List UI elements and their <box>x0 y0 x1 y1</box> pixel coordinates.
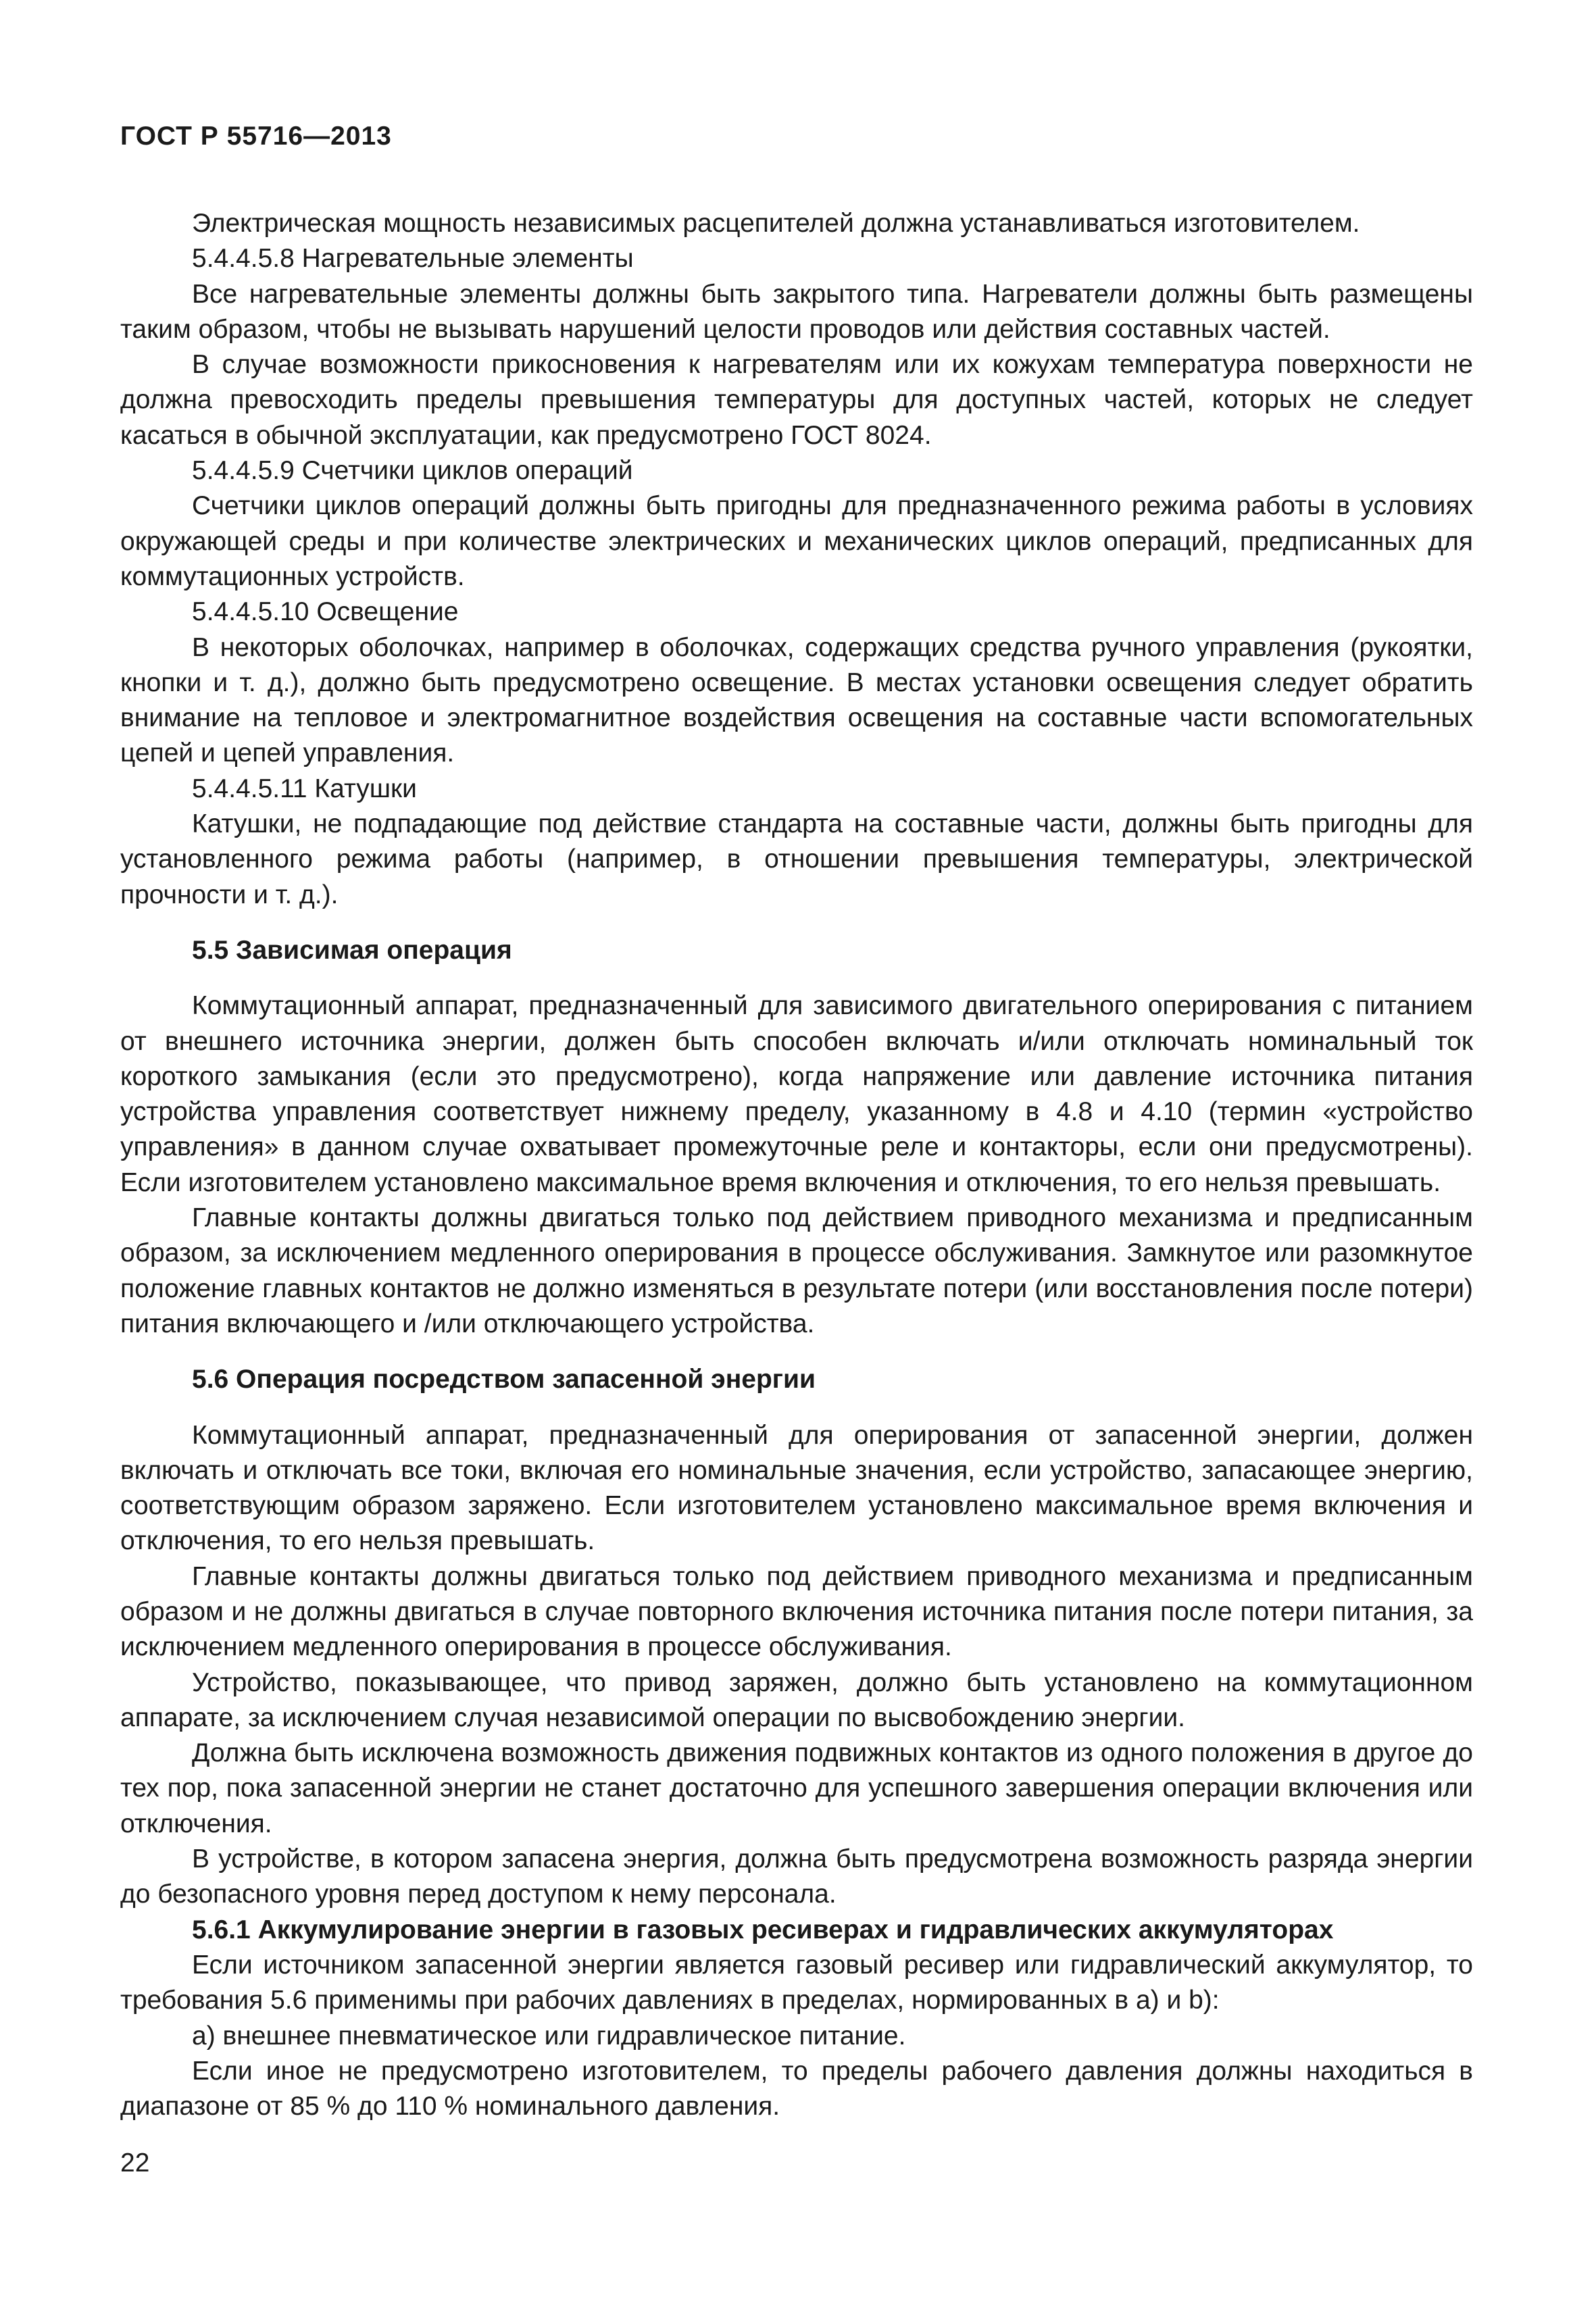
standard-designation: ГОСТ Р 55716—2013 <box>120 122 392 151</box>
page-number: 22 <box>120 2148 150 2178</box>
list-item: а) внешнее пневматическое или гидравлическое питание. <box>192 2021 906 2051</box>
paragraph: Коммутационный аппарат, предназначенный для оперирования от запасенной энергии, должен включать и отключать все токи, включая его номинальные значения, если устройство, запасающее энергию, соответствующим образом заряжено. Если изготовителем установлено максимальное время включения и отключения, то его нельзя превышать. <box>120 1420 1473 1556</box>
document-body <box>120 206 1473 2124</box>
paragraph: Электрическая мощность независимых расцепителей должна устанавливаться изготовителем. <box>192 209 1360 238</box>
clause-heading: 5.4.4.5.9 Счетчики циклов операций <box>192 456 633 486</box>
paragraph: Счетчики циклов операций должны быть пригодны для предназначенного режима работы в условиях окружающей среды и при количестве электрических и механических циклов операций, предписанных для коммутационных устройств. <box>120 491 1473 591</box>
paragraph: Катушки, не подпадающие под действие стандарта на составные части, должны быть пригодны для установленного режима работы (например, в отношении превышения температуры, электрической прочности и т. д.). <box>120 809 1473 909</box>
paragraph: Должна быть исключена возможность движения подвижных контактов из одного положения в другое до тех пор, пока запасенной энергии не станет достаточно для успешного завершения операции включения или отключения. <box>120 1738 1473 1838</box>
paragraph: В устройстве, в котором запасена энергия, должна быть предусмотрена возможность разряда энергии до безопасного уровня перед доступом к нему персонала. <box>120 1844 1473 1909</box>
paragraph: Устройство, показывающее, что привод заряжен, должно быть установлено на коммутационном аппарате, за исключением случая независимой операции по высвобождению энергии. <box>120 1667 1473 1732</box>
paragraph: Если иное не предусмотрено изготовителем, то пределы рабочего давления должны находиться в диапазоне от 85 % до 110 % номинального давления. <box>120 2056 1473 2121</box>
paragraph: Если источником запасенной энергии является газовый ресивер или гидравлический аккумулятор, то требования 5.6 применимы при рабочих давлениях в пределах, нормированных в а) и b): <box>120 1950 1473 2015</box>
paragraph: Главные контакты должны двигаться только под действием приводного механизма и предписанным образом, за исключением медленного оперирования в процессе обслуживания. Замкнутое или разомкнутое положение главных контактов не должно изменяться в результате потери (или восстановления после потери) питания включающего и /или отключающего устройства. <box>120 1203 1473 1338</box>
section-heading: 5.5 Зависимая операция <box>192 935 512 965</box>
paragraph: Главные контакты должны двигаться только под действием приводного механизма и предписанным образом и не должны двигаться в случае повторного включения источника питания после потери питания, за исключением медленного оперирования в процессе обслуживания. <box>120 1561 1473 1662</box>
clause-heading: 5.4.4.5.10 Освещение <box>192 597 459 627</box>
clause-heading: 5.4.4.5.11 Катушки <box>192 774 417 803</box>
subsection-heading: 5.6.1 Аккумулирование энергии в газовых ресиверах и гидравлических аккумуляторах <box>192 1915 1334 1944</box>
paragraph: Коммутационный аппарат, предназначенный для зависимого двигательного оперирования с питанием от внешнего источника энергии, должен быть способен включать и/или отключать номинальный ток короткого замыкания (если это предусмотрено), когда напряжение или давление источника питания устройства управления соответствует нижнему пределу, указанному в 4.8 и 4.10 (термин «устройство управления» в данном случае охватывает промежуточные реле и контакторы, если они предусмотрены). Если изготовителем установлено максимальное время включения и отключения, то его нельзя превышать. <box>120 991 1473 1197</box>
clause-heading: 5.4.4.5.8 Нагревательные элементы <box>192 244 634 274</box>
paragraph: В случае возможности прикосновения к нагревателям или их кожухам температура поверхности не должна превосходить пределы превышения температуры для доступных частей, которых не следует касаться в обычной эксплуатации, как предусмотрено ГОСТ 8024. <box>120 350 1473 450</box>
section-heading: 5.6 Операция посредством запасенной энергии <box>192 1365 816 1394</box>
paragraph: Все нагревательные элементы должны быть закрытого типа. Нагреватели должны быть размещены таким образом, чтобы не вызывать нарушений целости проводов или действия составных частей. <box>120 279 1473 344</box>
paragraph: В некоторых оболочках, например в оболочках, содержащих средства ручного управления (рукоятки, кнопки и т. д.), должно быть предусмотрено освещение. В местах установки освещения следует обратить внимание на тепловое и электромагнитное воздействия освещения на составные части вспомогательных цепей и цепей управления. <box>120 632 1473 768</box>
